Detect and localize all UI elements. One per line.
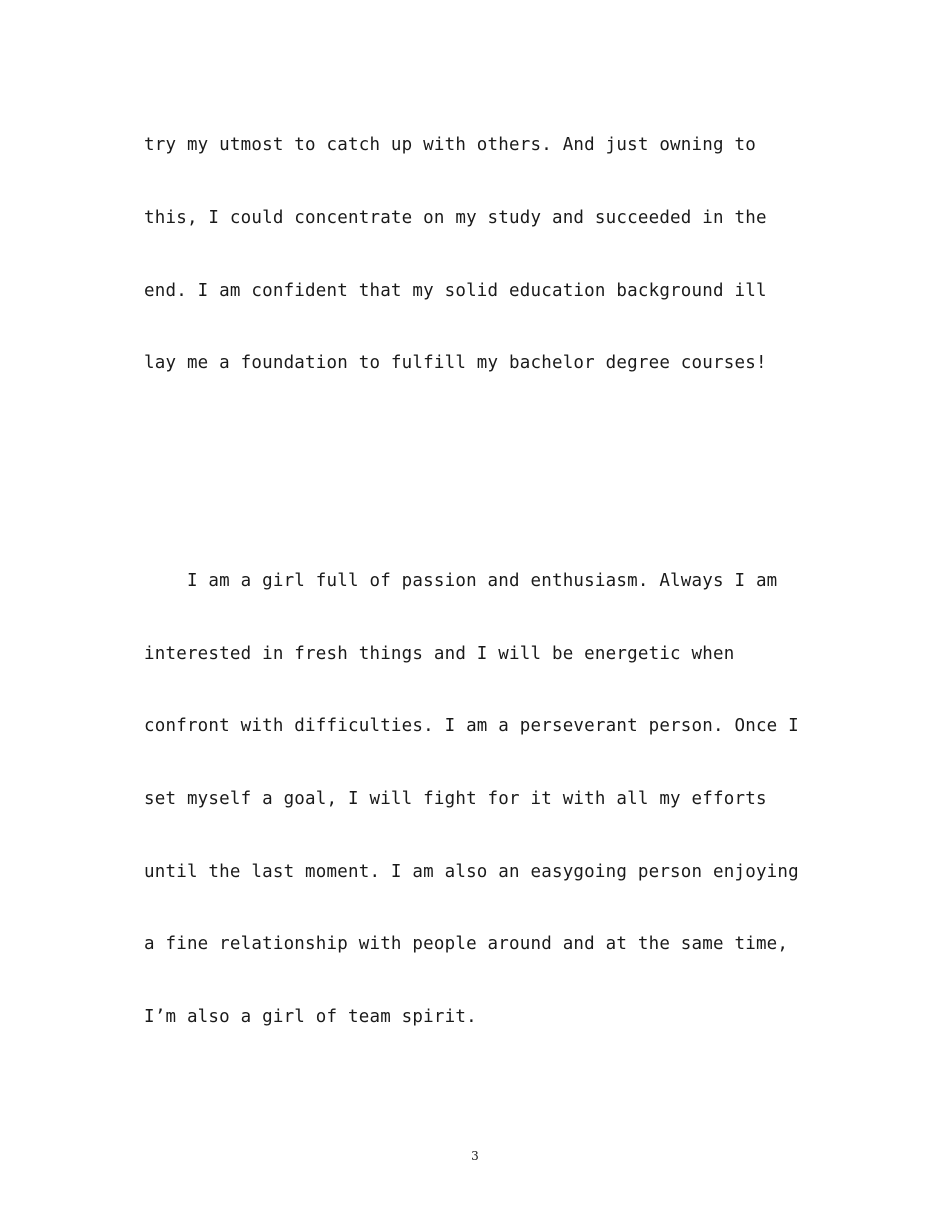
paragraph-2-line: I’m also a girl of team spirit. bbox=[144, 1007, 477, 1027]
paragraph-2-line: set myself a goal, I will fight for it with all my efforts bbox=[144, 789, 767, 809]
paragraph-1-line: this, I could concentrate on my study and succeeded in the bbox=[144, 208, 767, 228]
paragraph-1-line: try my utmost to catch up with others. And just owning to bbox=[144, 135, 756, 155]
paragraph-2-line: confront with difficulties. I am a perseverant person. Once I bbox=[144, 716, 799, 736]
paragraph-1-line: end. I am confident that my solid education background ill bbox=[144, 281, 767, 301]
paragraph-1-line: lay me a foundation to fulfill my bachelor degree courses! bbox=[144, 353, 767, 373]
page-number: 3 bbox=[471, 1149, 479, 1163]
paragraph-2-line: interested in fresh things and I will be energetic when bbox=[144, 644, 735, 664]
paragraph-2-line: a fine relationship with people around and at the same time, bbox=[144, 934, 789, 954]
paragraph-2-line: I am a girl full of passion and enthusiasm. Always I am bbox=[144, 571, 778, 591]
paragraph-2-line: until the last moment. I am also an easygoing person enjoying bbox=[144, 862, 799, 882]
